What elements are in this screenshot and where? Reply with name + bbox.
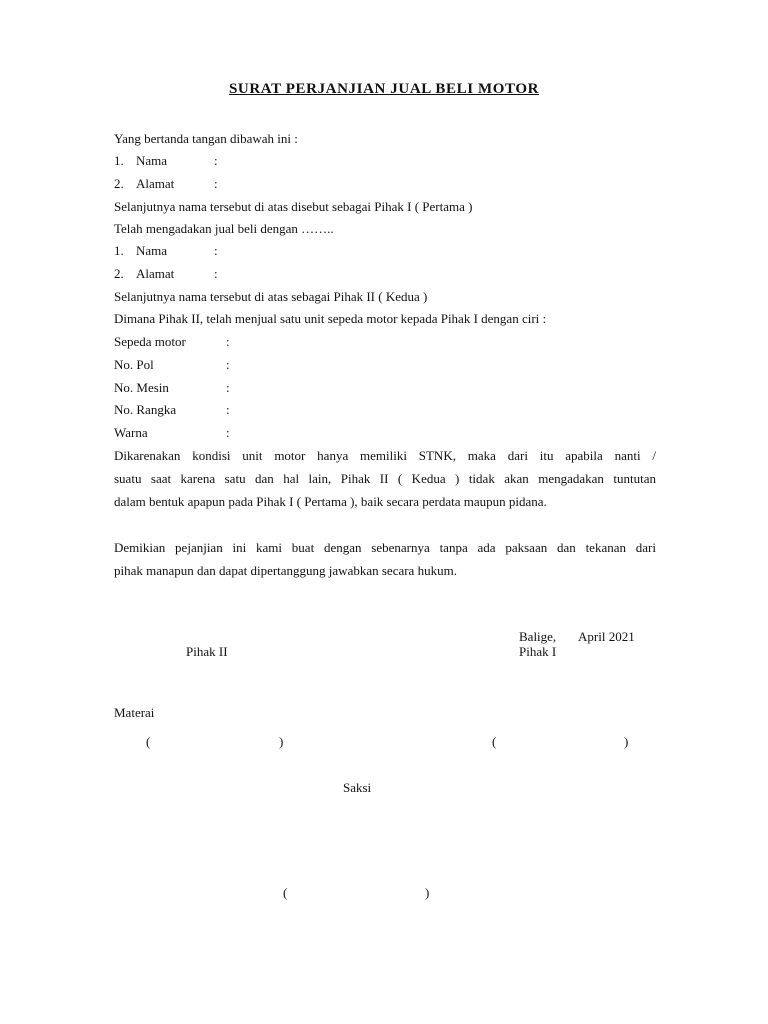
stamp-label: Materai — [114, 705, 155, 720]
vehicle-field-label: No. Mesin — [114, 380, 169, 395]
date-text: April 2021 — [578, 629, 635, 644]
paragraph-line: suatu saat karena satu dan hal lain, Pihak II ( Kedua ) tidak akan mengadakan tuntutan — [114, 471, 656, 486]
party2-address-sep: : — [214, 266, 218, 281]
party1-name-row — [114, 150, 218, 172]
paragraph-line: Demikian pejanjian ini kami buat dengan sebenarnya tanpa ada paksaan dan tekanan dari — [114, 540, 656, 555]
party2-address-row — [114, 263, 218, 285]
party1-address-num: 2. — [114, 176, 124, 191]
vehicle-field-sep: : — [226, 425, 230, 440]
party1-note: Selanjutnya nama tersebut di atas disebut sebagai Pihak I ( Pertama ) — [114, 199, 473, 214]
vehicle-field-label: No. Pol — [114, 357, 154, 372]
document-title: SURAT PERJANJIAN JUAL BELI MOTOR — [228, 81, 540, 97]
party2-name-num: 1. — [114, 243, 124, 258]
closing-paragraph — [114, 536, 656, 582]
party2-name-label: Nama — [136, 243, 168, 258]
paragraph-line: pihak manapun dan dapat dipertanggung jawabkan secara hukum. — [114, 563, 457, 578]
vehicle-field-label: Sepeda motor — [114, 334, 186, 349]
intro-text: Yang bertanda tangan dibawah ini : — [114, 131, 298, 146]
vehicle-field-row — [114, 422, 230, 444]
signature-close-paren: ) — [279, 734, 284, 749]
party1-address-label: Alamat — [136, 176, 175, 191]
vehicle-field-sep: : — [226, 357, 230, 372]
party2-name-row — [114, 240, 218, 262]
party1-name-sep: : — [214, 153, 218, 168]
paragraph-line: Dikarenakan kondisi unit motor hanya memiliki STNK, maka dari itu apabila nanti / — [114, 448, 656, 463]
signature-open-paren: ( — [492, 734, 497, 749]
vehicle-field-label: Warna — [114, 425, 148, 440]
signature-close-paren: ) — [425, 885, 430, 900]
party1-name-label: Nama — [136, 153, 168, 168]
party2-address-num: 2. — [114, 266, 124, 281]
vehicle-field-row — [114, 354, 230, 376]
place-text: Balige, — [519, 629, 557, 644]
signer-left-label: Pihak II — [186, 644, 228, 659]
witness-label: Saksi — [343, 780, 372, 795]
vehicle-field-row — [114, 399, 230, 421]
vehicle-field-sep: : — [226, 380, 230, 395]
vehicle-field-label: No. Rangka — [114, 402, 177, 417]
vehicle-intro: Dimana Pihak II, telah menjual satu unit sepeda motor kepada Pihak I dengan ciri : — [114, 311, 547, 326]
vehicle-field-sep: : — [226, 334, 230, 349]
paragraph-line: dalam bentuk apapun pada Pihak I ( Pertama ), baik secara perdata maupun pidana. — [114, 494, 547, 509]
signature-open-paren: ( — [146, 734, 151, 749]
party1-name-num: 1. — [114, 153, 124, 168]
signature-open-paren: ( — [283, 885, 288, 900]
vehicle-field-sep: : — [226, 402, 230, 417]
transaction-line: Telah mengadakan jual beli dengan …….. — [114, 221, 334, 236]
party1-address-row — [114, 173, 218, 195]
signature-close-paren: ) — [624, 734, 629, 749]
party2-address-label: Alamat — [136, 266, 175, 281]
party2-note: Selanjutnya nama tersebut di atas sebagai Pihak II ( Kedua ) — [114, 289, 428, 304]
signer-right-label: Pihak I — [519, 644, 557, 659]
condition-paragraph — [114, 444, 656, 513]
vehicle-field-row — [114, 331, 230, 353]
vehicle-field-row — [114, 377, 230, 399]
party2-name-sep: : — [214, 243, 218, 258]
party1-address-sep: : — [214, 176, 218, 191]
